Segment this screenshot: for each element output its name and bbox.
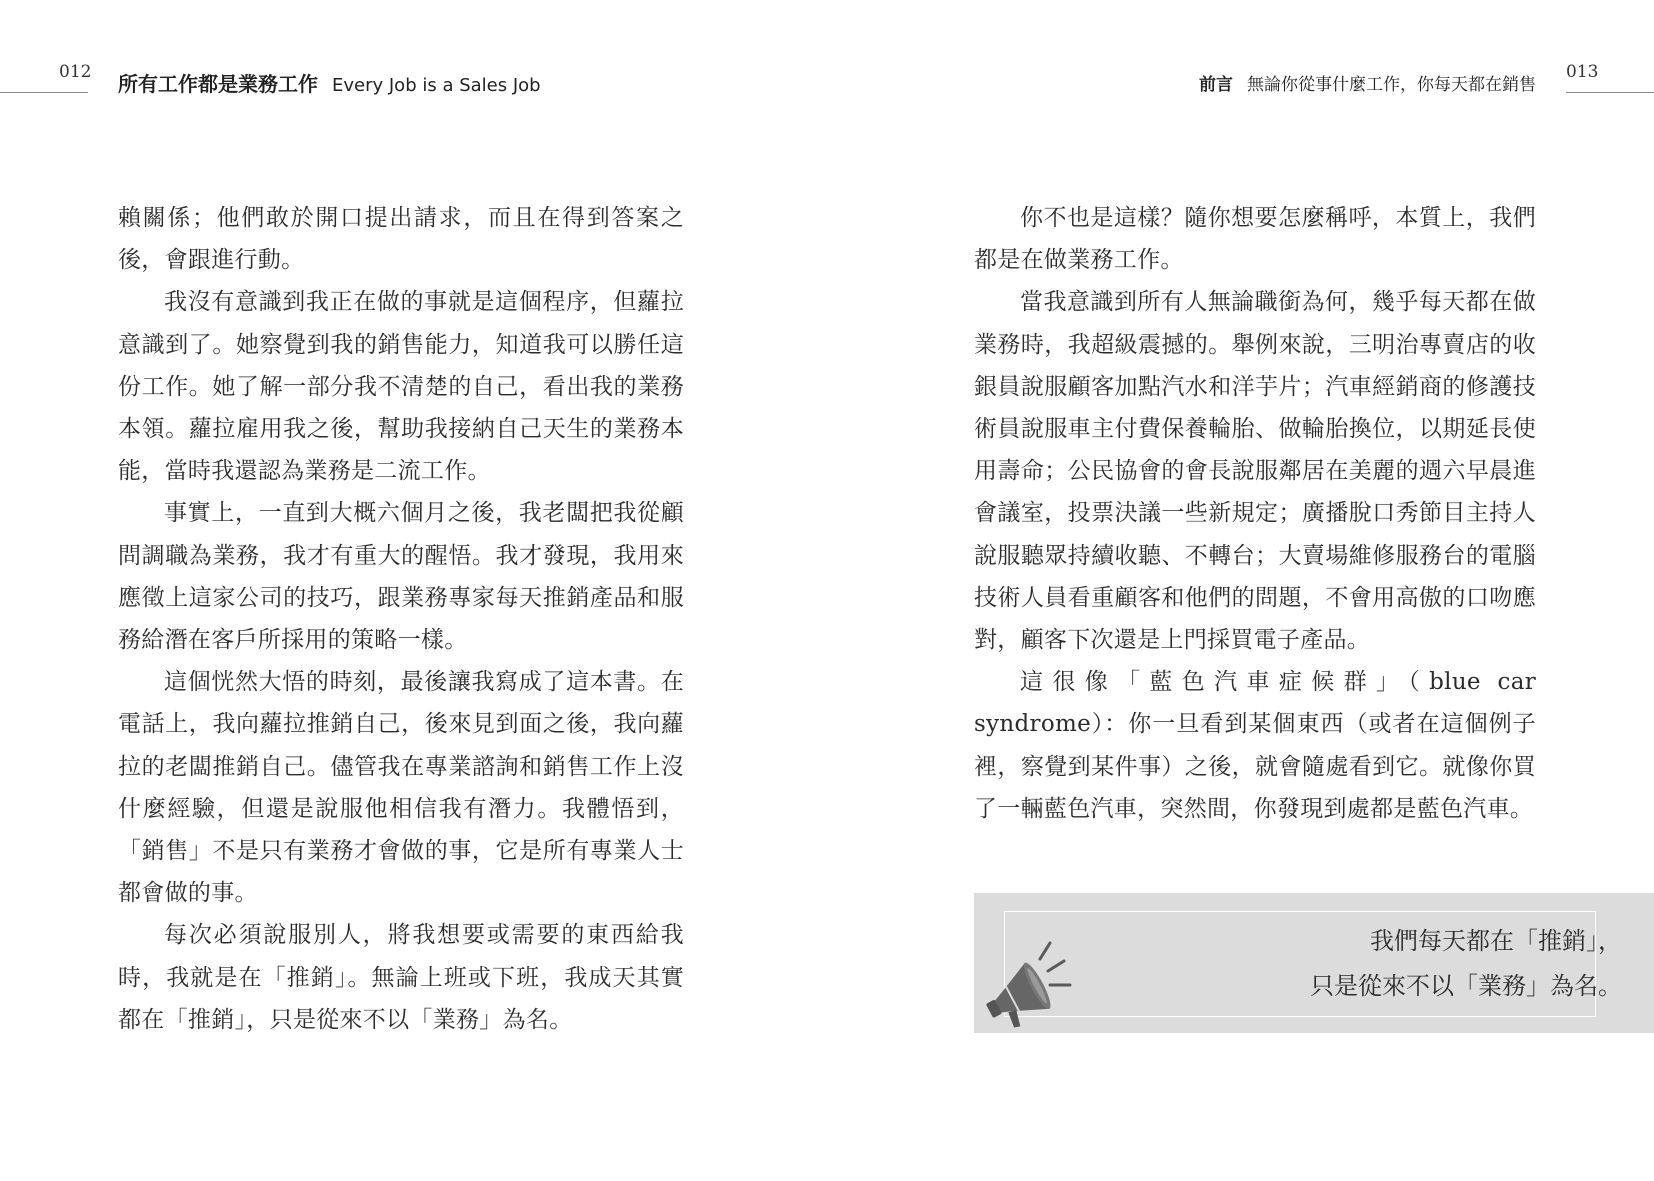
header-rule-right bbox=[1566, 92, 1654, 93]
pull-quote-box bbox=[974, 893, 1654, 1033]
body-paragraph: 當我意識到所有人無論職銜為何，幾乎每天都在做業務時，我超級震撼的。舉例來說，三明治專賣店的收銀員說服顧客加點汽水和洋芋片；汽車經銷商的修護技術員說服車主付費保養輪胎、做輪胎換位，以期延長使用壽命；公民協會的會長說服鄰居在美麗的週六早晨進會議室，投票決議一些新規定；廣播脫口秀節目主持人說服聽眾持續收聽、不轉台；大賣場維修服務台的電腦技術人員看重顧客和他們的問題，不會用高傲的口吻應對，顧客下次還是上門採買電子產品。 bbox=[974, 289, 1536, 654]
pull-quote-line: 只是從來不以「業務」為名。 bbox=[1310, 972, 1622, 1000]
page-number-left: 012 bbox=[59, 62, 92, 82]
running-head-right bbox=[1199, 70, 1536, 95]
right-page-body bbox=[974, 197, 1536, 830]
pull-quote-text bbox=[1310, 919, 1622, 1009]
section-label: 前言 bbox=[1199, 75, 1233, 95]
body-paragraph: 事實上，一直到大概六個月之後，我老闆把我從顧問調職為業務，我才有重大的醒悟。我才發現，我用來應徵上這家公司的技巧，跟業務專家每天推銷產品和服務給潛在客戶所採用的策略一樣。 bbox=[118, 500, 684, 654]
running-head-title-en: Every Job is a Sales Job bbox=[332, 75, 541, 96]
body-paragraph: 每次必須說服別人，將我想要或需要的東西給我時，我就是在「推銷」。無論上班或下班，我成天其實都在「推銷」，只是從來不以「業務」為名。 bbox=[118, 922, 684, 1033]
pull-quote-line: 我們每天都在「推銷」， bbox=[1370, 927, 1622, 955]
header-rule-left bbox=[0, 92, 88, 93]
megaphone-icon bbox=[976, 937, 1086, 1037]
page-number-right: 013 bbox=[1566, 62, 1599, 82]
running-head-left bbox=[118, 68, 541, 97]
body-paragraph: 我沒有意識到我正在做的事就是這個程序，但蘿拉意識到了。她察覺到我的銷售能力，知道我可以勝任這份工作。她了解一部分我不清楚的自己，看出我的業務本領。蘿拉雇用我之後，幫助我接納自己天生的業務本能，當時我還認為業務是二流工作。 bbox=[118, 289, 684, 485]
running-head-title-zh: 所有工作都是業務工作 bbox=[118, 72, 318, 96]
left-page-body bbox=[118, 197, 684, 1041]
section-title: 無論你從事什麼工作，你每天都在銷售 bbox=[1247, 75, 1536, 95]
body-paragraph: 你不也是這樣？隨你想要怎麼稱呼，本質上，我們都是在做業務工作。 bbox=[974, 205, 1536, 274]
body-paragraph: 賴關係；他們敢於開口提出請求，而且在得到答案之後，會跟進行動。 bbox=[118, 205, 684, 274]
body-paragraph: 這個恍然大悟的時刻，最後讓我寫成了這本書。在電話上，我向蘿拉推銷自己，後來見到面之後，我向蘿拉的老闆推銷自己。儘管我在專業諮詢和銷售工作上沒什麼經驗，但還是說服他相信我有潛力。我體悟到，「銷售」不是只有業務才會做的事，它是所有專業人士都會做的事。 bbox=[118, 669, 684, 907]
body-paragraph: 這很像「藍色汽車症候群」（blue car syndrome）：你一旦看到某個東西（或者在這個例子裡，察覺到某件事）之後，就會隨處看到它。就像你買了一輛藍色汽車，突然間，你發現到處都是藍色汽車。 bbox=[974, 669, 1536, 822]
